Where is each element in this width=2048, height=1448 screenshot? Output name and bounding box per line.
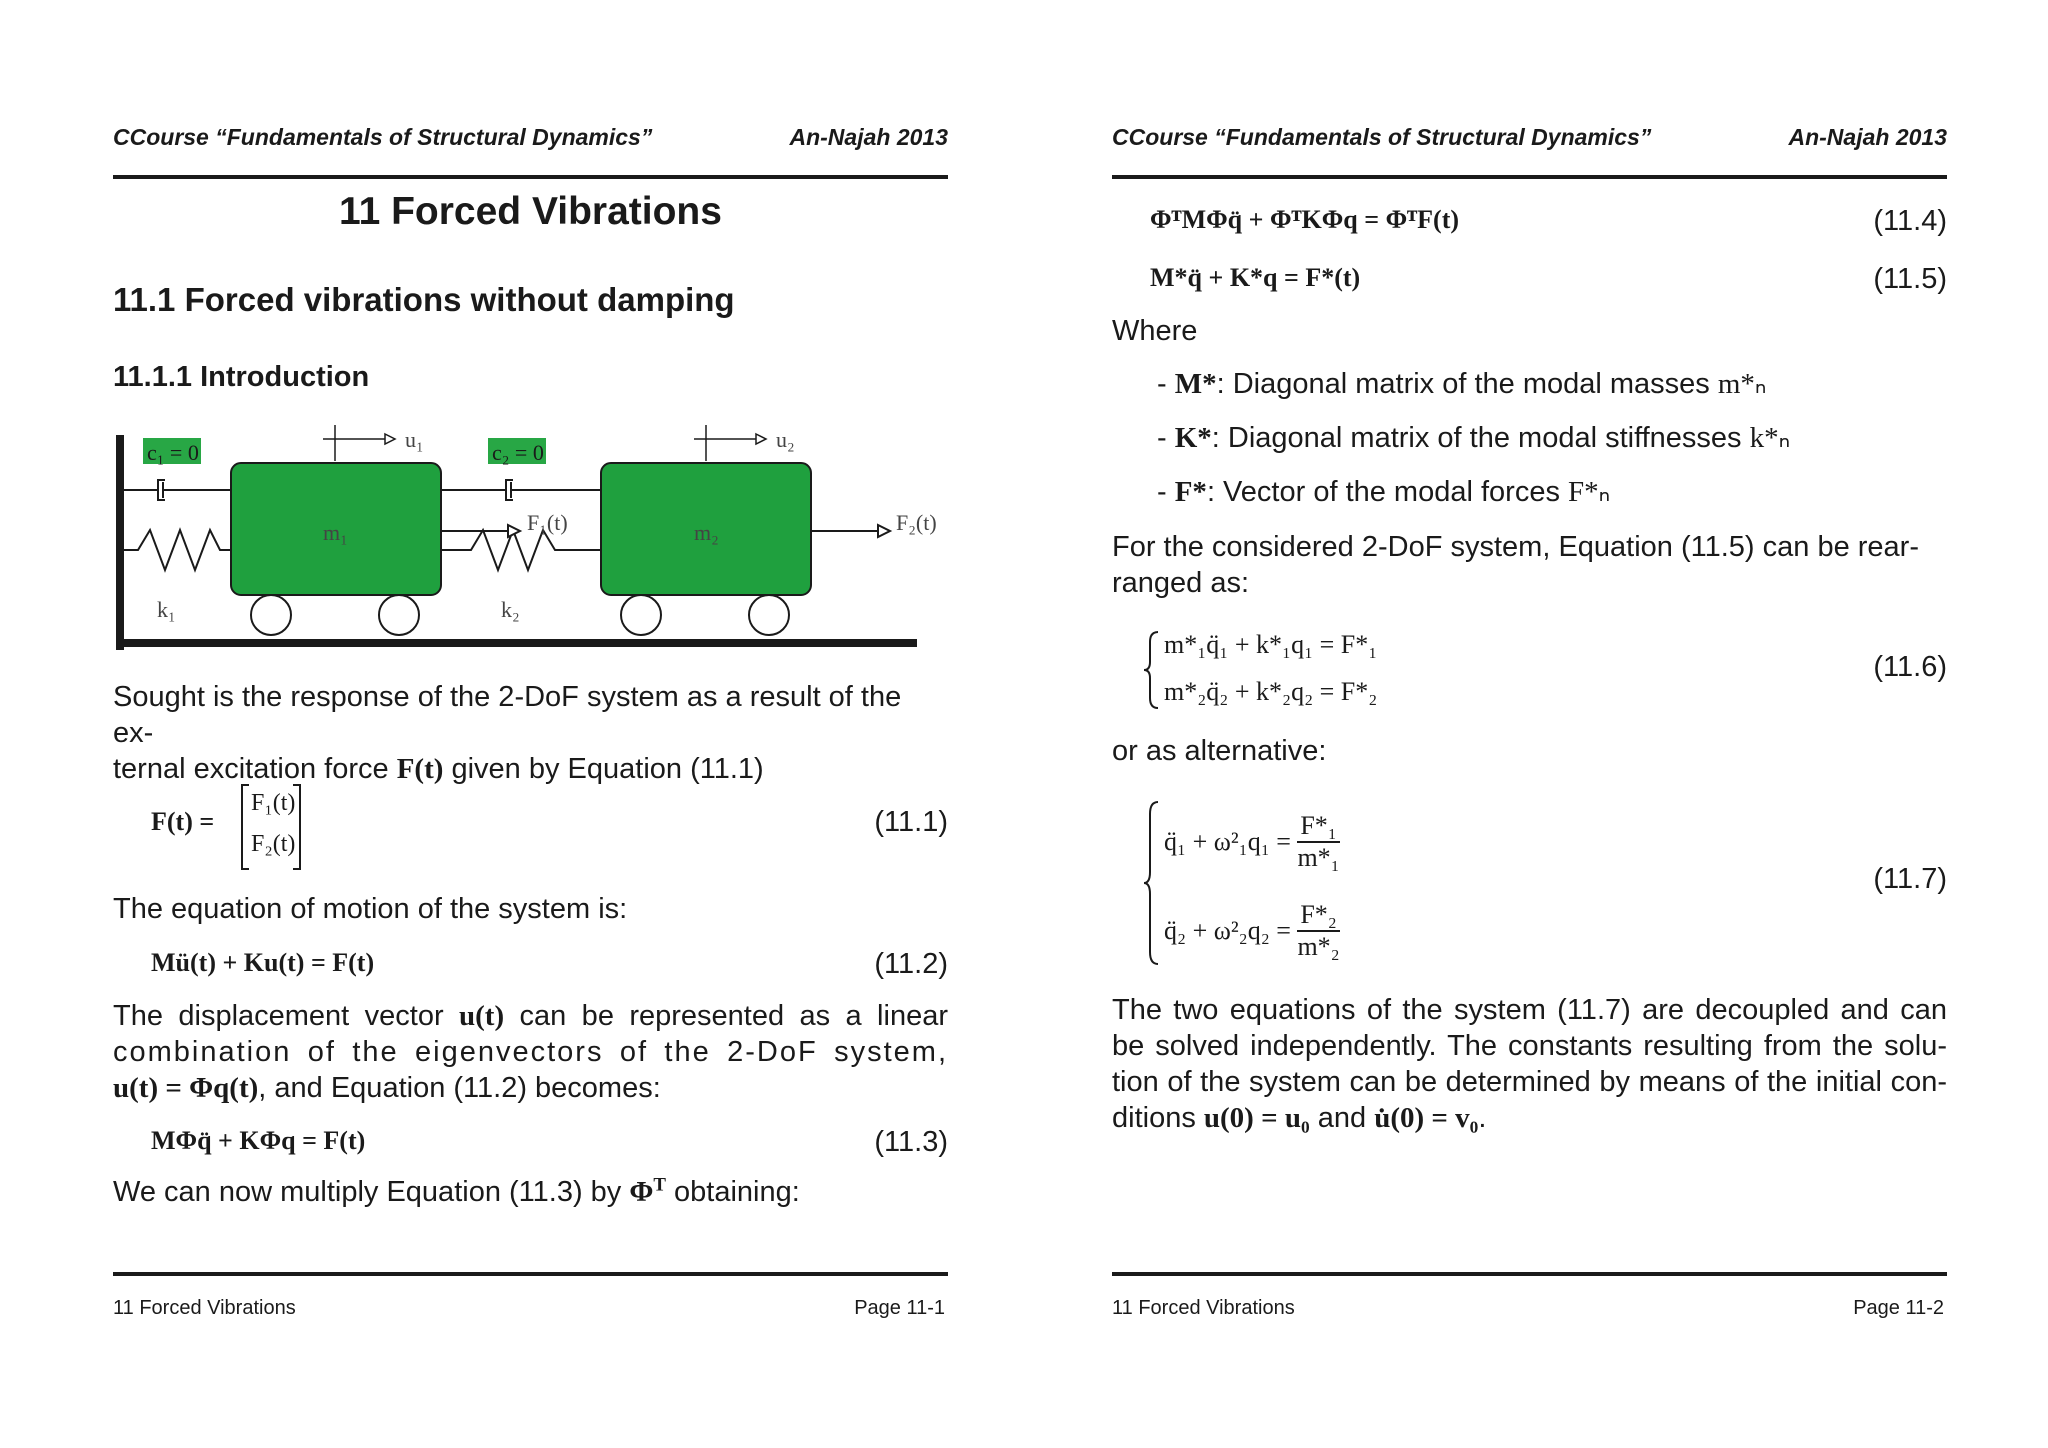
chapter-title: 11 Forced Vibrations bbox=[339, 190, 722, 233]
eq6-line-2: m*₂q̈₂ + k*₂q₂ = F*₂ bbox=[1164, 677, 1378, 706]
right-page bbox=[1112, 0, 1947, 1448]
label-c1: c₁ = 0 bbox=[147, 440, 199, 465]
modal-force-vector-symbol: F* bbox=[1174, 476, 1207, 508]
rearrange-line-1: For the considered 2-DoF system, Equation (11.5) can be rear- bbox=[1112, 531, 1920, 563]
label-k2: k₂ bbox=[501, 597, 520, 622]
eq6-line-1: m*₁q̈₁ + k*₁q₁ = F*₁ bbox=[1164, 630, 1378, 659]
intro-paragraph bbox=[113, 679, 948, 787]
modal-transform-eq: u(t) = Φq(t) bbox=[113, 1072, 259, 1104]
header-rule bbox=[1112, 175, 1947, 179]
subsection-title: 11.1.1 Introduction bbox=[113, 361, 370, 393]
label-m2: m₂ bbox=[694, 520, 719, 545]
eq6-number: (11.6) bbox=[1873, 651, 1947, 683]
modal-force-symbol: F*ₙ bbox=[1568, 476, 1611, 508]
displacement-line-1 bbox=[113, 998, 948, 1034]
displacement-text-2: can be represented as a linear bbox=[519, 1000, 948, 1032]
bullet-text: : Diagonal matrix of the modal stiffnesses bbox=[1211, 422, 1742, 454]
conclusion-line-1: The two equations of the system (11.7) are decoupled and can bbox=[1112, 994, 1947, 1026]
header-institution: An-Najah 2013 bbox=[1788, 124, 1947, 150]
damper-2 bbox=[441, 480, 601, 500]
header-course-title: CCourse “Fundamentals of Structural Dynamics” bbox=[1112, 124, 1652, 150]
conditions-text: ditions bbox=[1112, 1102, 1196, 1134]
eq7-fraction-1 bbox=[1297, 811, 1339, 873]
intro-text-end: given by Equation (11.1) bbox=[451, 753, 764, 785]
bullet-text: : Diagonal matrix of the modal masses bbox=[1216, 368, 1710, 400]
eq7-fraction-2-num: F*₂ bbox=[1297, 900, 1339, 932]
bullet-modal-stiffnesses: - K*: Diagonal matrix of the modal stiffnesses k*ₙ bbox=[1157, 422, 1791, 454]
displacement-line-2: combination of the eigenvectors of the 2-DoF system, bbox=[113, 1036, 948, 1068]
displacement-arrow-2 bbox=[694, 425, 766, 461]
transpose-sup: T bbox=[653, 1174, 666, 1196]
left-page bbox=[113, 0, 948, 1448]
conclusion-line-2: be solved independently. The constants resulting from the solu- bbox=[1112, 1030, 1947, 1062]
label-k1: k₁ bbox=[157, 597, 176, 622]
label-f1: F₁(t) bbox=[527, 510, 568, 535]
label-u2: u₂ bbox=[776, 427, 795, 452]
eq1-lhs: F(t) = bbox=[151, 807, 215, 836]
intro-line-1: Sought is the response of the 2-DoF system as a result of the ex- bbox=[113, 681, 902, 749]
ground bbox=[116, 639, 917, 647]
label-u1: u₁ bbox=[405, 427, 424, 452]
period: . bbox=[1478, 1102, 1487, 1134]
bullet-modal-forces: - F*: Vector of the modal forces F*ₙ bbox=[1157, 476, 1611, 508]
footer-rule bbox=[113, 1272, 948, 1276]
eq6-brace bbox=[1142, 630, 1162, 710]
page-header bbox=[1112, 124, 1947, 154]
eq3-number: (11.3) bbox=[874, 1126, 948, 1158]
header-course-title: CCourse “Fundamentals of Structural Dynamics” bbox=[113, 124, 653, 150]
conclusion-paragraph bbox=[1112, 992, 1947, 1136]
force-vector-symbol: F(t) bbox=[396, 753, 444, 785]
eq7-brace bbox=[1142, 800, 1162, 966]
eq7-fraction-2 bbox=[1297, 900, 1339, 962]
eq7-line-1-lhs: q̈₁ + ω²₁q₁ = bbox=[1164, 827, 1291, 856]
bullet-text: : Vector of the modal forces bbox=[1206, 476, 1560, 508]
eq7-fraction-2-den: m*₂ bbox=[1297, 932, 1340, 961]
displacement-text: The displacement vector bbox=[113, 1000, 444, 1032]
eq4-number: (11.4) bbox=[1873, 205, 1947, 237]
damper-1 bbox=[124, 480, 231, 500]
motion-paragraph: The equation of motion of the system is: bbox=[113, 893, 628, 925]
eq7-line-2 bbox=[1164, 896, 1340, 966]
eq1-number: (11.1) bbox=[874, 806, 948, 838]
header-institution: An-Najah 2013 bbox=[789, 124, 948, 150]
modal-mass-symbol: m*ₙ bbox=[1717, 368, 1767, 400]
header-rule bbox=[113, 175, 948, 179]
phi-symbol: Φ bbox=[629, 1176, 654, 1208]
section-title: 11.1 Forced vibrations without damping bbox=[113, 281, 735, 318]
eq7-number: (11.7) bbox=[1873, 863, 1947, 895]
eq2-expression: Mü(t) + Ku(t) = F(t) bbox=[151, 948, 375, 977]
rearrange-paragraph bbox=[1112, 529, 1947, 601]
spring-1 bbox=[124, 530, 231, 570]
footer-rule bbox=[1112, 1272, 1947, 1276]
eq5-row bbox=[1112, 263, 1947, 303]
eq2-number: (11.2) bbox=[874, 948, 948, 980]
eq7-fraction-1-num: F*₁ bbox=[1297, 811, 1339, 843]
bullet-modal-masses: - M*: Diagonal matrix of the modal masses m*ₙ bbox=[1157, 368, 1767, 400]
displacement-line-3 bbox=[113, 1070, 948, 1106]
intro-text: ternal excitation force bbox=[113, 753, 389, 785]
eq7-line-1 bbox=[1164, 807, 1340, 877]
eq7-line-2-lhs: q̈₂ + ω²₂q₂ = bbox=[1164, 916, 1291, 945]
displacement-arrow-1 bbox=[323, 425, 395, 461]
multiply-paragraph bbox=[113, 1174, 948, 1210]
mass-1-wheel-left bbox=[251, 595, 291, 635]
label-m1: m₁ bbox=[323, 520, 348, 545]
eq1-f1: F₁(t) bbox=[251, 790, 296, 816]
displacement-text-3: , and Equation (11.2) becomes: bbox=[258, 1072, 661, 1104]
eq5-number: (11.5) bbox=[1873, 263, 1947, 295]
multiply-text: We can now multiply Equation (11.3) by bbox=[113, 1176, 622, 1208]
eq1-f2: F₂(t) bbox=[251, 831, 296, 857]
modal-mass-matrix-symbol: M* bbox=[1174, 368, 1217, 400]
initial-velocity-eq: u̇(0) = v₀ bbox=[1374, 1102, 1479, 1134]
footer-chapter: 11 Forced Vibrations bbox=[1112, 1297, 1295, 1319]
phi-transpose bbox=[629, 1176, 666, 1208]
displacement-paragraph bbox=[113, 998, 948, 1106]
mass-1-wheel-right bbox=[379, 595, 419, 635]
where-label: Where bbox=[1112, 315, 1198, 347]
modal-stiffness-symbol: k*ₙ bbox=[1749, 422, 1791, 454]
modal-stiffness-matrix-symbol: K* bbox=[1174, 422, 1212, 454]
footer-page-number: Page 11-2 bbox=[1853, 1297, 1944, 1319]
eq7-fraction-1-den: m*₁ bbox=[1297, 843, 1340, 872]
eq3-expression: MΦq̈ + KΦq = F(t) bbox=[151, 1126, 366, 1155]
spring-2 bbox=[441, 530, 601, 570]
page-header bbox=[113, 124, 948, 154]
label-f2: F₂(t) bbox=[896, 510, 937, 535]
conclusion-line-4 bbox=[1112, 1100, 1947, 1136]
eq2-row bbox=[113, 948, 948, 988]
conclusion-line-3: tion of the system can be determined by means of the initial con- bbox=[1112, 1066, 1947, 1098]
label-c2: c₂ = 0 bbox=[492, 440, 544, 465]
rearrange-line-2: ranged as: bbox=[1112, 567, 1250, 599]
footer-chapter: 11 Forced Vibrations bbox=[113, 1297, 296, 1319]
multiply-text-end: obtaining: bbox=[674, 1176, 800, 1208]
eq4-expression: ΦᵀMΦq̈ + ΦᵀKΦq = ΦᵀF(t) bbox=[1150, 205, 1460, 234]
mass-2-wheel-right bbox=[749, 595, 789, 635]
wall bbox=[116, 435, 124, 650]
alternative-label: or as alternative: bbox=[1112, 735, 1327, 767]
mass-2-wheel-left bbox=[621, 595, 661, 635]
footer-page-number: Page 11-1 bbox=[854, 1297, 945, 1319]
eq5-expression: M*q̈ + K*q = F*(t) bbox=[1150, 263, 1361, 292]
eq4-row bbox=[1112, 205, 1947, 245]
eq3-row bbox=[113, 1126, 948, 1166]
and-text: and bbox=[1317, 1102, 1367, 1134]
initial-displacement-eq: u(0) = u₀ bbox=[1203, 1102, 1310, 1134]
force-arrow-2 bbox=[811, 525, 890, 537]
displacement-symbol: u(t) bbox=[459, 1000, 505, 1032]
